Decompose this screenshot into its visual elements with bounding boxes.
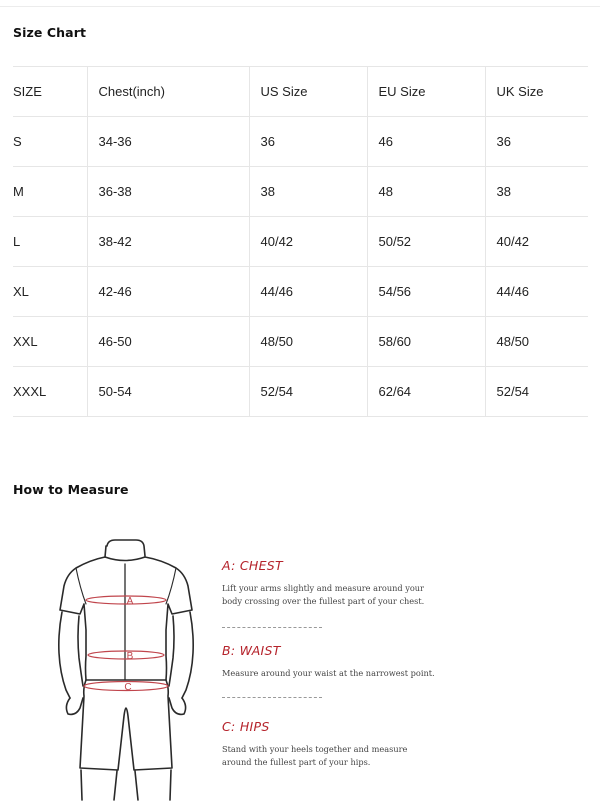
step-description: Stand with your heels together and measure around the fullest part of your hips. [222,744,408,767]
table-cell: 46 [367,117,485,167]
neck-outline [107,540,145,556]
chest-marker-label: A [126,596,134,607]
table-row [13,267,588,317]
step-description: Measure around your waist at the narrowest point. [222,668,435,678]
table-cell: 44/46 [249,267,367,317]
hips-marker-label: C [124,682,132,693]
header-uk-size: UK Size [485,67,588,117]
header-us-size: US Size [249,67,367,117]
table-cell: 48/50 [249,317,367,367]
table-cell: 44/46 [485,267,588,317]
table-cell: 54/56 [367,267,485,317]
dashed-divider [222,627,322,628]
table-cell: XXXL [13,367,87,417]
table-cell: 50/52 [367,217,485,267]
measure-step-chest [222,558,452,608]
table-cell: M [13,167,87,217]
table-cell: 52/54 [485,367,588,417]
table-row [13,217,588,267]
header-eu-size: EU Size [367,67,485,117]
table-cell: 42-46 [87,267,249,317]
step-description: Lift your arms slightly and measure around your body crossing over the fullest part of your chest. [222,583,425,606]
table-cell: 48 [367,167,485,217]
header-size: SIZE [13,67,87,117]
table-cell: 34-36 [87,117,249,167]
size-chart-table [13,66,588,417]
top-divider [0,6,600,7]
table-cell: 52/54 [249,367,367,417]
dashed-divider [222,697,322,698]
header-chest: Chest(inch) [87,67,249,117]
table-cell: 48/50 [485,317,588,367]
size-chart-title: Size Chart [13,25,87,40]
table-cell: 50-54 [87,367,249,417]
table-header-row [13,67,588,117]
table-cell: XL [13,267,87,317]
table-row [13,117,588,167]
table-row [13,317,588,367]
how-to-measure-title: How to Measure [13,482,129,497]
table-cell: 62/64 [367,367,485,417]
table-cell: 38 [249,167,367,217]
table-row [13,167,588,217]
table-cell: 40/42 [485,217,588,267]
table-cell: 46-50 [87,317,249,367]
table-cell: L [13,217,87,267]
table-cell: 36 [485,117,588,167]
step-title: A: CHEST [222,558,283,573]
table-cell: 38-42 [87,217,249,267]
waist-marker-label: B [126,651,134,662]
body-measurement-figure [50,538,200,812]
table-cell: 36-38 [87,167,249,217]
table-cell: S [13,117,87,167]
table-cell: XXL [13,317,87,367]
table-cell: 58/60 [367,317,485,367]
shorts-outline [80,680,172,770]
table-row [13,367,588,417]
step-title: B: WAIST [222,643,281,658]
table-cell: 38 [485,167,588,217]
step-title: C: HIPS [222,719,270,734]
measure-step-waist [222,643,452,680]
measure-step-hips [222,719,452,769]
table-cell: 40/42 [249,217,367,267]
table-cell: 36 [249,117,367,167]
